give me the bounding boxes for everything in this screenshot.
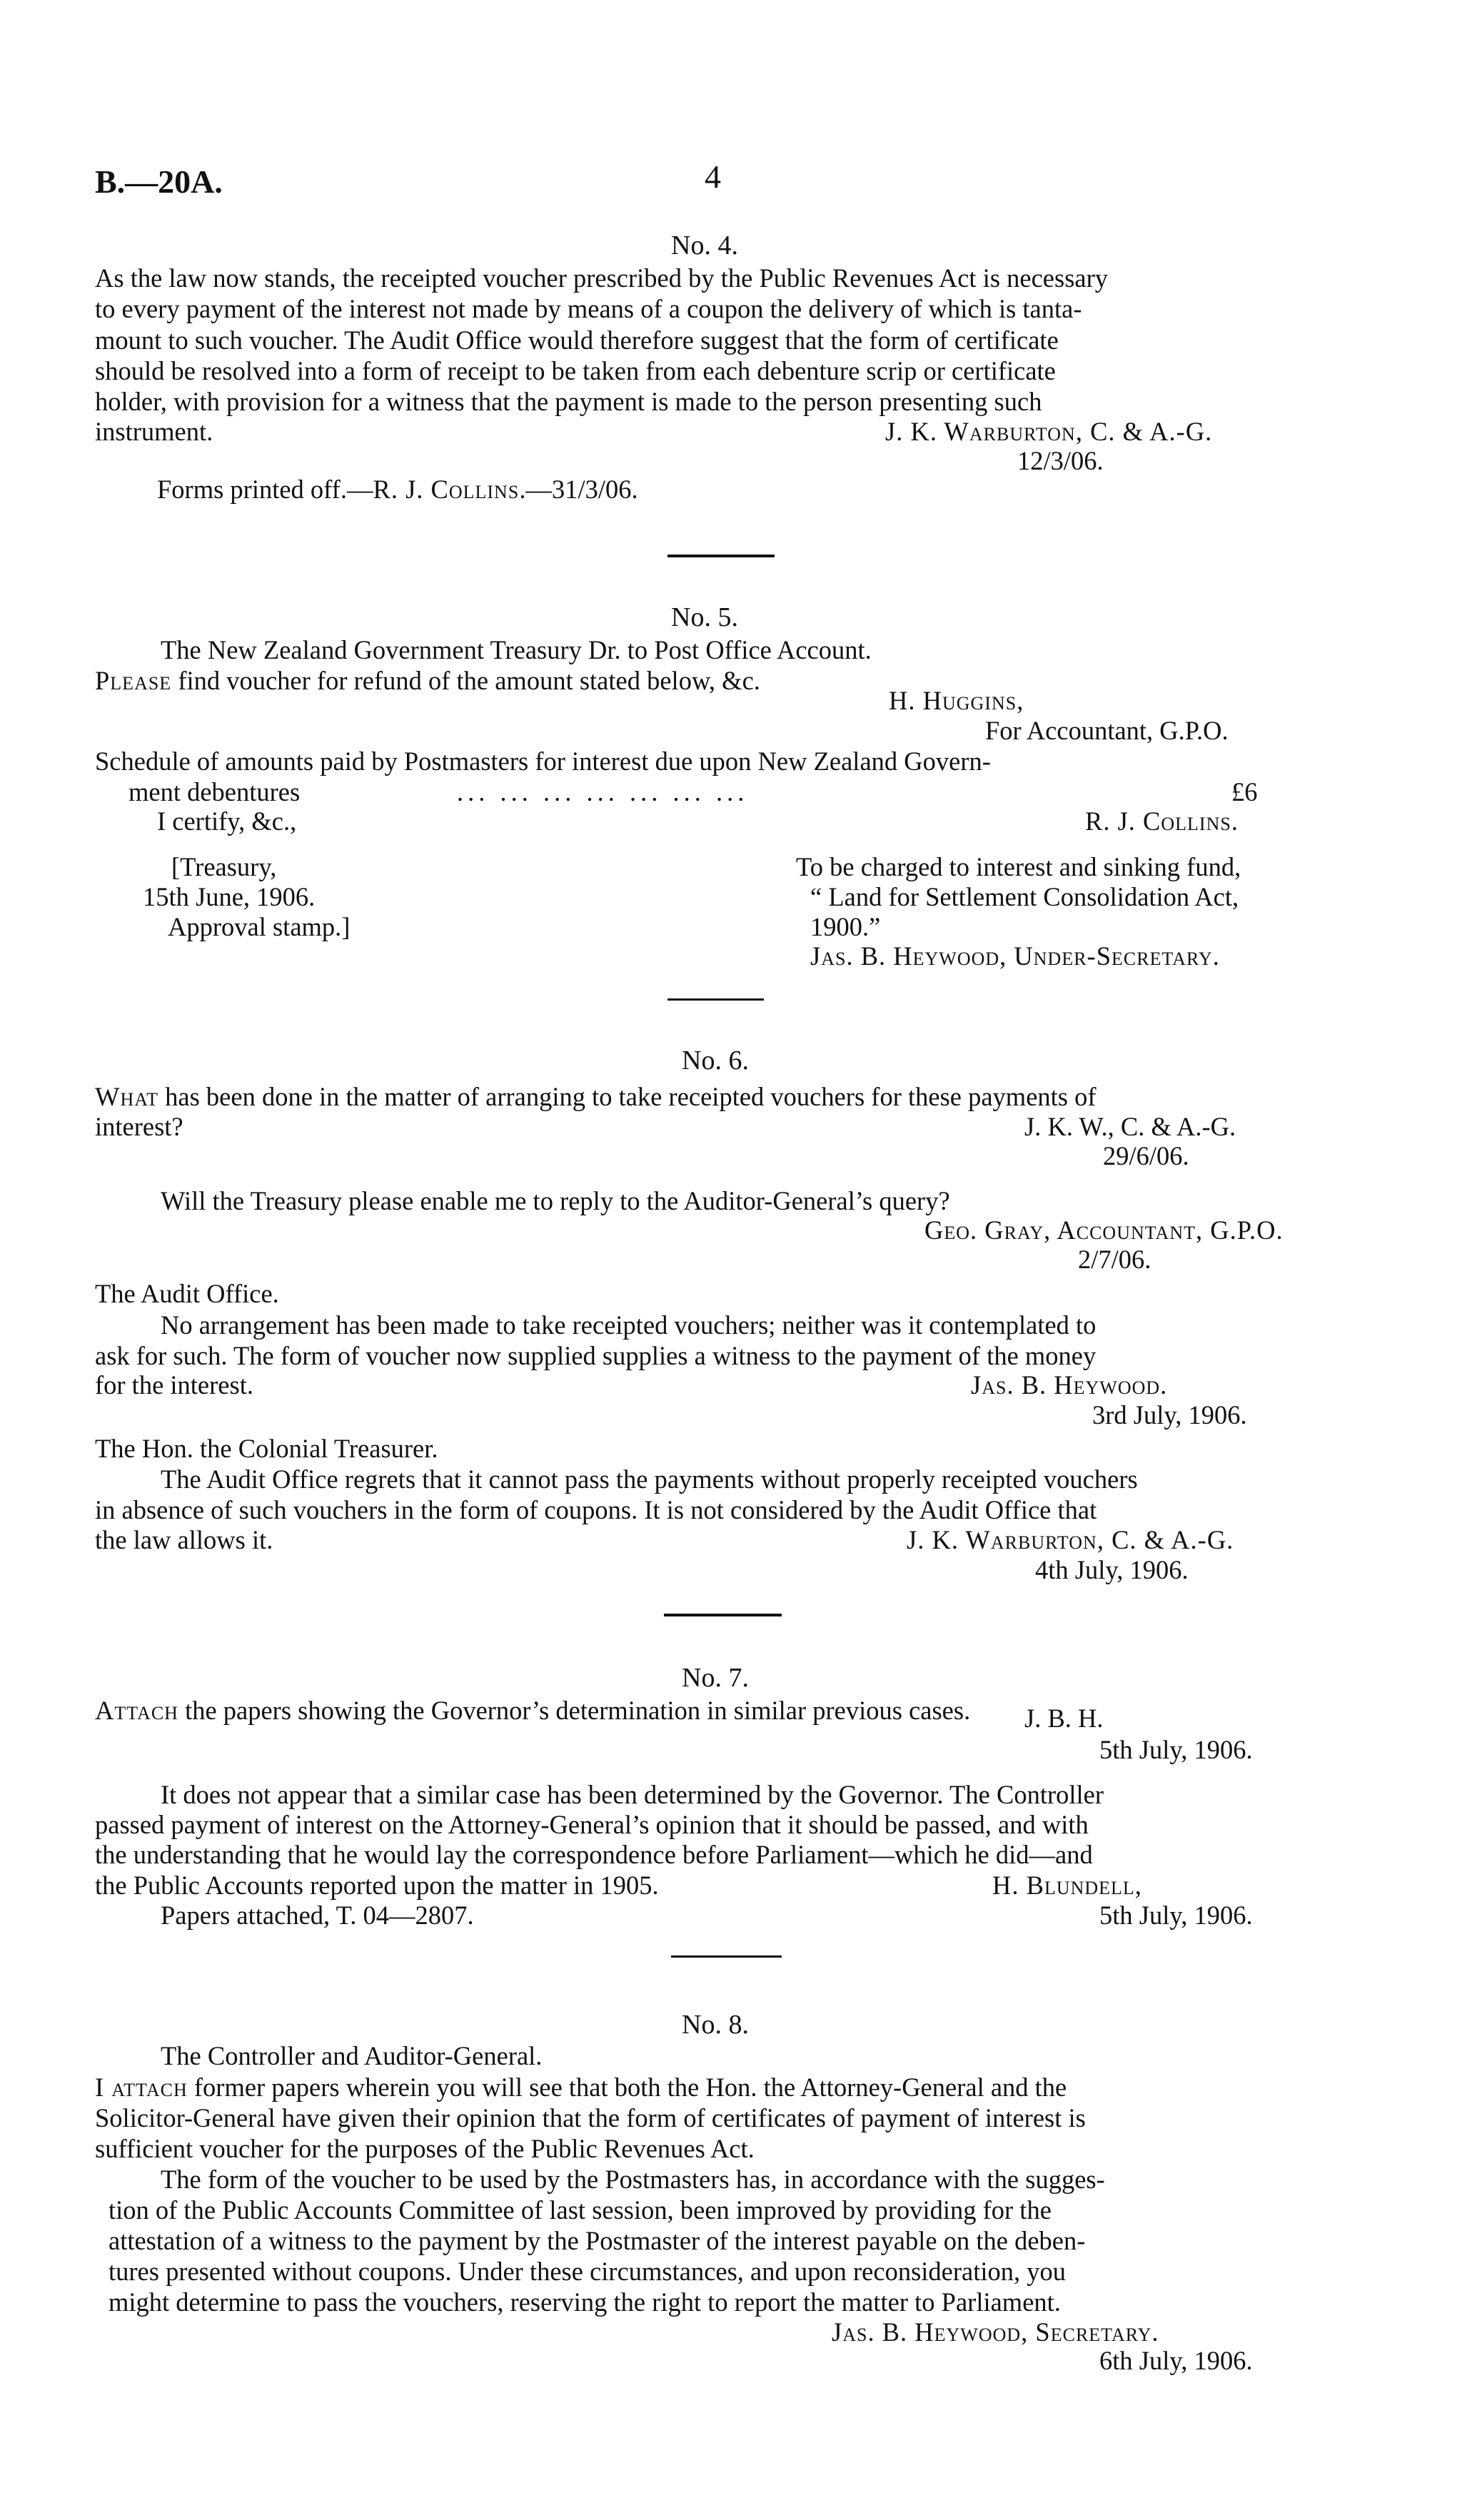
no7-reply-2: passed payment of interest on the Attorney-General’s opinion that it should be passed, and with: [95, 1810, 1089, 1839]
no8-to: The Controller and Auditor-General.: [161, 2041, 543, 2070]
no7-attach-lead: Attach: [95, 1696, 178, 1725]
no4-line-5: holder, with provision for a witness that the payment is made to the person presenting such: [95, 387, 1042, 416]
no6-final-1: The Audit Office regrets that it cannot pass the payments without properly receipted vouchers: [161, 1464, 1138, 1494]
no4-note: [157, 477, 638, 503]
section-title-no8: No. 8.: [682, 2010, 749, 2040]
no8-p2-4: tures presented without coupons. Under these circumstances, and upon reconsideration, you: [109, 2257, 1067, 2286]
section-title-no5: No. 5.: [671, 602, 738, 632]
no6-reply-1: No arrangement has been made to take receipted vouchers; neither was it contemplated to: [161, 1310, 1097, 1340]
no7-reply-1: It does not appear that a similar case has been determined by the Governor. The Controller: [161, 1780, 1104, 1809]
section-title-no6: No. 6.: [682, 1046, 749, 1076]
no6-final-sig: J. K. Warburton, C. & A.-G.: [907, 1525, 1234, 1554]
no5-left-block-2: 15th June, 1906.: [143, 882, 316, 911]
no6-final-date: 4th July, 1906.: [1035, 1555, 1189, 1584]
no6-gray-line: Will the Treasury please enable me to reply to the Auditor-General’s query?: [161, 1186, 950, 1215]
no4-signature: J. K. Warburton, C. & A.-G.: [885, 417, 1213, 446]
no6-treasurer-to: The Hon. the Colonial Treasurer.: [95, 1434, 438, 1463]
no8-date: 6th July, 1906.: [1099, 2346, 1253, 2375]
no7-attach: [95, 1698, 970, 1724]
no6-reply-date: 3rd July, 1906.: [1092, 1400, 1247, 1429]
section-divider: [667, 998, 764, 1001]
no6-question-lead: What: [95, 1082, 159, 1111]
no4-date: 12/3/06.: [1017, 446, 1104, 475]
no4-line-3: mount to such voucher. The Audit Office would therefore suggest that the form of certificate: [95, 325, 1059, 355]
no8-p1-2: Solicitor-General have given their opinion that the form of certificates of payment of interest is: [95, 2103, 1086, 2132]
no5-schedule-1: Schedule of amounts paid by Postmasters for interest due upon New Zealand Govern-: [95, 747, 991, 776]
no6-question-date: 29/6/06.: [1103, 1141, 1189, 1170]
no5-right-block-3: 1900.”: [810, 912, 881, 941]
no5-line-2: [95, 668, 760, 694]
no7-attach-date: 5th July, 1906.: [1099, 1735, 1253, 1764]
no6-reply-2: ask for such. The form of voucher now supplied supplies a witness to the payment of the money: [95, 1341, 1097, 1370]
no5-sig-1: H. Huggins,: [889, 686, 1024, 715]
no6-reply-3: for the interest.: [95, 1370, 253, 1400]
no6-reply-sig: Jas. B. Heywood.: [971, 1370, 1168, 1400]
no5-left-block-1: [Treasury,: [171, 852, 277, 881]
no5-under-secretary: Jas. B. Heywood, Under-Secretary.: [810, 941, 1220, 971]
section-divider: [664, 1614, 782, 1616]
no8-p2-3: attestation of a witness to the payment by the Postmaster of the interest payable on the deben-: [109, 2226, 1086, 2255]
page-number: 4: [705, 158, 721, 195]
no5-sig-2: For Accountant, G.P.O.: [985, 716, 1229, 745]
no7-attach-rest: the papers showing the Governor’s determination in similar previous cases.: [178, 1696, 971, 1725]
no5-certify-sig: R. J. Collins.: [1085, 806, 1239, 836]
no8-p1-1: [95, 2075, 1067, 2101]
no7-attach-sig: J. B. H.: [1024, 1704, 1104, 1733]
section-title-no7: No. 7.: [682, 1663, 749, 1693]
no4-line-1: As the law now stands, the receipted voucher prescribed by the Public Revenues Act is necessary: [95, 263, 1109, 293]
no4-note-suffix: .—31/3/06.: [519, 475, 638, 504]
no5-schedule-dots: ... ... ... ... ... ... ...: [457, 777, 749, 806]
no4-note-prefix: Forms printed off.—: [157, 475, 373, 504]
no6-gray-sig: Geo. Gray, Accountant, G.P.O.: [924, 1215, 1284, 1245]
no7-reply-date: 5th July, 1906.: [1099, 1901, 1253, 1930]
section-divider: [671, 1955, 782, 1958]
no7-papers: Papers attached, T. 04—2807.: [161, 1901, 474, 1930]
no8-p2-1: The form of the voucher to be used by the Postmasters has, in accordance with the sugges-: [161, 2165, 1105, 2194]
no6-final-3: the law allows it.: [95, 1525, 273, 1554]
no8-p1-3: sufficient voucher for the purposes of the Public Revenues Act.: [95, 2134, 755, 2163]
no5-schedule-2: ment debentures: [128, 777, 301, 806]
section-title-no4: No. 4.: [671, 231, 738, 260]
no8-p2-2: tion of the Public Accounts Committee of last session, been improved by providing for the: [109, 2195, 1052, 2225]
no7-reply-3: the understanding that he would lay the correspondence before Parliament—which he did—and: [95, 1840, 1093, 1869]
no6-final-2: in absence of such vouchers in the form of coupons. It is not considered by the Audit Office that: [95, 1495, 1097, 1524]
section-divider: [667, 555, 775, 557]
no5-line-2-lead: Please: [95, 666, 172, 695]
no6-question-rest: has been done in the matter of arranging to take receipted vouchers for these payments of: [158, 1082, 1097, 1111]
no5-right-block-2: “ Land for Settlement Consolidation Act,: [810, 882, 1239, 911]
no6-question-1: [95, 1084, 1097, 1110]
no8-p1-rest: former papers wherein you will see that both the Hon. the Attorney-General and the: [187, 2073, 1067, 2102]
no8-p1-lead: I attach: [95, 2073, 188, 2102]
no5-line-1: The New Zealand Government Treasury Dr. to Post Office Account.: [161, 635, 872, 664]
no8-p2-5: might determine to pass the vouchers, reserving the right to report the matter to Parliament.: [109, 2287, 1061, 2317]
no5-right-block-1: To be charged to interest and sinking fund,: [796, 852, 1241, 881]
no4-line-6: instrument.: [95, 417, 213, 446]
no6-gray-date: 2/7/06.: [1078, 1245, 1151, 1274]
no7-reply-4: the Public Accounts reported upon the matter in 1905.: [95, 1871, 659, 1900]
no4-note-name: R. J. Collins: [373, 475, 520, 504]
no5-amount: £6: [1231, 777, 1258, 806]
no6-question-2: interest?: [95, 1112, 183, 1141]
no6-question-sig: J. K. W., C. & A.-G.: [1024, 1112, 1236, 1141]
no6-audit-to: The Audit Office.: [95, 1279, 279, 1308]
no7-reply-sig: H. Blundell,: [992, 1871, 1142, 1900]
document-reference: B.—20A.: [95, 163, 223, 200]
no8-sig: Jas. B. Heywood, Secretary.: [832, 2317, 1159, 2347]
no4-line-4: should be resolved into a form of receipt to be taken from each debenture scrip or certificate: [95, 356, 1056, 385]
no5-line-2-rest: find voucher for refund of the amount stated below, &c.: [171, 666, 760, 695]
no5-certify: I certify, &c.,: [157, 806, 297, 836]
no5-left-block-3: Approval stamp.]: [168, 912, 351, 941]
no4-line-2: to every payment of the interest not made by means of a coupon the delivery of which is tanta-: [95, 294, 1082, 323]
